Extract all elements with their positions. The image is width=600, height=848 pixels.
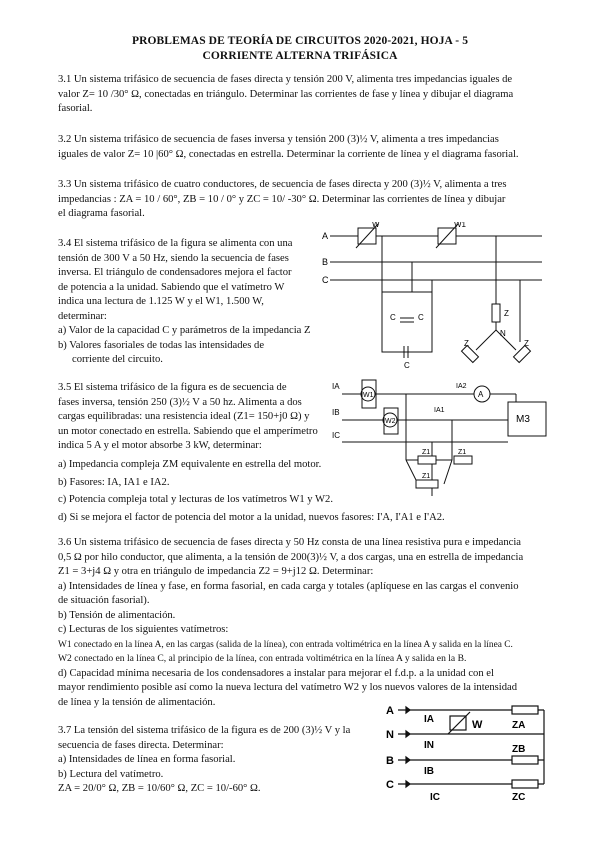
page-title: PROBLEMAS DE TEORÍA DE CIRCUITOS 2020-2021, HOJA - 5 bbox=[131, 35, 469, 47]
problem-3-6-line: de línea y la tensión de alimentación. bbox=[58, 696, 216, 708]
problem-3-5-line: un motor conectado en estrella. Sabiendo que el amperímetro bbox=[58, 425, 318, 437]
fig35-label-w1: W1 bbox=[363, 392, 374, 399]
problem-3-7 bbox=[58, 724, 368, 797]
problem-3-1-line: 3.1 Un sistema trifásico de secuencia de fases directa y tensión 200 V, alimenta tres impedancias iguales de bbox=[58, 74, 513, 85]
problem-3-4-line: a) Valor de la capacidad C y parámetros de la impedancia Z bbox=[58, 325, 311, 336]
problem-3-5-line: c) Potencia compleja total y lecturas de los vatímetros W1 y W2. bbox=[58, 494, 333, 505]
problem-3-6-line: b) Tensión de alimentación. bbox=[58, 609, 176, 621]
fig37-label-ib: IB bbox=[424, 766, 434, 777]
fig34-label-cap: C bbox=[390, 313, 396, 322]
problem-3-5-line: cargas equilibradas: una resistencia ideal (Z1= 150+j0 Ω) y bbox=[58, 411, 310, 422]
problem-3-6-line: mayor rendimiento posible así como la nueva lectura del vatímetro W2 y los nuevos valores de la intensidad bbox=[58, 682, 518, 693]
problem-3-5-line: 3.5 El sistema trifásico de la figura es de secuencia de bbox=[58, 382, 287, 393]
fig35-label-amp: A bbox=[478, 390, 484, 399]
problem-3-3-line: impedancias : ZA = 10 / 60°, ZB = 10 / 0° y ZC = 10/ -30° Ω. Determinar las corrientes de línea y dibujar bbox=[58, 193, 506, 205]
fig34-label-z: Z bbox=[504, 309, 509, 318]
fig34-label-w: W bbox=[372, 222, 380, 229]
fig34-label-a: A bbox=[322, 231, 329, 241]
problem-3-4-line: de potencia a la unidad. Sabiendo que el vatímetro W bbox=[58, 281, 285, 293]
problem-3-2-line: iguales de valor Z= 10 |60° Ω, conectadas en estrella. Determinar la corriente de línea y el diagrama fasorial. bbox=[58, 148, 519, 160]
problem-3-6-line: Z1 = 3+j4 Ω y otra en triángulo de impedancia Z2 = 9+j12 Ω. Determinar: bbox=[58, 566, 374, 577]
fig34-label-c: C bbox=[322, 275, 329, 285]
fig34-label-z: Z bbox=[524, 339, 529, 348]
problem-3-5 bbox=[58, 381, 328, 454]
problem-3-5-line: fases inversa, tensión 250 (3)½ V a 50 hz. Alimenta a dos bbox=[58, 396, 302, 408]
fig35-label-ia2: IA2 bbox=[456, 383, 467, 390]
fig34-label-w1: W1 bbox=[454, 222, 466, 229]
problem-3-6 bbox=[58, 536, 548, 710]
page-subtitle: CORRIENTE ALTERNA TRIFÁSICA bbox=[202, 50, 398, 62]
fig35-label-ib: IB bbox=[332, 408, 340, 417]
problem-3-4-line: inversa. El triángulo de condensadores mejora el factor bbox=[58, 267, 292, 278]
problem-3-3-line: el diagrama fasorial. bbox=[58, 208, 145, 219]
problem-3-6-line: de situación fasorial). bbox=[58, 595, 150, 606]
problem-3-5-line: b) Fasores: IA, IA1 e IA2. bbox=[58, 476, 170, 488]
problem-3-6-line: 3.6 Un sistema trifásico de secuencia de fases directa y 50 Hz consta de una línea resistiva pura e impedancia bbox=[58, 537, 522, 548]
figure-3-5-circuit bbox=[332, 372, 550, 500]
problem-3-5-line: d) Si se mejora el factor de potencia del motor a la unidad, nuevos fasores: I'A, I'A1 e I'A2. bbox=[58, 511, 445, 523]
figure-3-4-circuit bbox=[320, 222, 548, 370]
problem-3-7-line: 3.7 La tensión del sistema trifásico de la figura es de 200 (3)½ V y la bbox=[58, 725, 351, 736]
problem-3-1-line: fasorial. bbox=[58, 103, 93, 114]
problem-3-2 bbox=[58, 133, 546, 162]
problem-3-4-line: indica una lectura de 1.125 W y el W1, 1.500 W, bbox=[58, 296, 264, 307]
fig35-label-z1: Z1 bbox=[422, 449, 431, 456]
problem-3-6-line: c) Lecturas de los siguientes vatímetros: bbox=[58, 624, 229, 635]
problem-3-5-line: a) Impedancia compleja ZM equivalente en estrella del motor. bbox=[58, 459, 322, 470]
fig37-label-zc: ZC bbox=[512, 792, 526, 803]
fig37-label-a: A bbox=[386, 705, 394, 717]
fig34-label-z: Z bbox=[464, 339, 469, 348]
fig35-label-z1: Z1 bbox=[422, 473, 431, 480]
fig37-label-in: IN bbox=[424, 740, 434, 751]
problem-3-5-line: indica 5 A y el motor absorbe 3 kW, determinar: bbox=[58, 440, 262, 451]
problem-3-7-line: secuencia de fases directa. Determinar: bbox=[58, 739, 224, 751]
problem-3-2-line: 3.2 Un sistema trifásico de secuencia de fases inversa y tensión 200 (3)½ V, alimenta a tres impedancias bbox=[58, 134, 499, 145]
problem-3-1 bbox=[58, 73, 546, 117]
fig37-label-n: N bbox=[386, 729, 394, 741]
fig37-label-za: ZA bbox=[512, 720, 526, 731]
fig37-label-zb: ZB bbox=[512, 744, 526, 755]
fig34-label-b: B bbox=[322, 257, 329, 267]
problem-3-6-line: 0,5 Ω por hilo conductor, que alimenta, a la tensión de 200(3)½ V, a dos cargas, una en estrella de impedancia bbox=[58, 551, 524, 563]
fig34-label-n: N bbox=[500, 329, 506, 338]
problem-3-4-line: 3.4 El sistema trifásico de la figura se alimenta con una bbox=[58, 238, 293, 249]
fig37-label-w: W bbox=[472, 719, 483, 731]
problem-3-4-line: b) Valores fasoriales de todas las intensidades de bbox=[58, 339, 265, 351]
fig35-label-ia1: IA1 bbox=[434, 407, 445, 414]
fig34-label-cap: C bbox=[418, 313, 424, 322]
fig35-label-z1: Z1 bbox=[458, 449, 467, 456]
problem-3-3 bbox=[58, 178, 546, 222]
fig34-label-cap: C bbox=[404, 361, 410, 370]
problem-3-1-line: valor Z= 10 /30° Ω, conectadas en triángulo. Determinar las corrientes de fase y línea y dibujar el diagrama bbox=[58, 88, 514, 100]
problem-3-3-line: 3.3 Un sistema trifásico de cuatro conductores, de secuencia de fases directa y 200 (3)½ V, alimenta a tres bbox=[58, 179, 507, 190]
fig35-label-ic: IC bbox=[332, 431, 340, 440]
problem-3-6-line: W1 conectado en la línea A, en las cargas (salida de la línea), con entrada voltimétrica en la línea A y salida en la línea C. bbox=[58, 639, 513, 650]
fig35-label-motor: M3 bbox=[516, 414, 530, 425]
problem-3-4-line: corriente del circuito. bbox=[72, 354, 163, 365]
problem-3-4 bbox=[58, 237, 316, 368]
problem-3-6-line: d) Capacidad mínima necesaria de los condensadores a instalar para mejorar el f.d.p. a la unidad con el bbox=[58, 667, 494, 679]
problem-3-4-line: tensión de 300 V a 50 Hz, siendo la secuencia de fases bbox=[58, 252, 289, 264]
problem-3-6-line: a) Intensidades de línea y fase, en forma fasorial, en cada carga y totales (aplíquese en las cargas el convenio bbox=[58, 580, 519, 592]
fig37-label-b: B bbox=[386, 755, 394, 767]
problem-3-7-line: a) Intensidades de línea en forma fasorial. bbox=[58, 754, 236, 765]
problem-3-4-line: determinar: bbox=[58, 310, 107, 322]
fig37-label-ia: IA bbox=[424, 714, 434, 725]
fig35-label-ia: IA bbox=[332, 382, 340, 391]
problem-3-7-line: ZA = 20/0° Ω, ZB = 10/60° Ω, ZC = 10/-60° Ω. bbox=[58, 783, 261, 794]
fig37-label-ic: IC bbox=[430, 792, 440, 803]
figure-3-7-circuit bbox=[384, 700, 552, 810]
fig37-label-c: C bbox=[386, 779, 394, 791]
problem-3-7-line: b) Lectura del vatímetro. bbox=[58, 768, 164, 780]
fig35-label-w2: W2 bbox=[385, 418, 396, 425]
problem-3-6-line: W2 conectado en la línea C, al principio de la línea, con entrada voltimétrica en la línea A y salida en la B. bbox=[58, 653, 467, 664]
